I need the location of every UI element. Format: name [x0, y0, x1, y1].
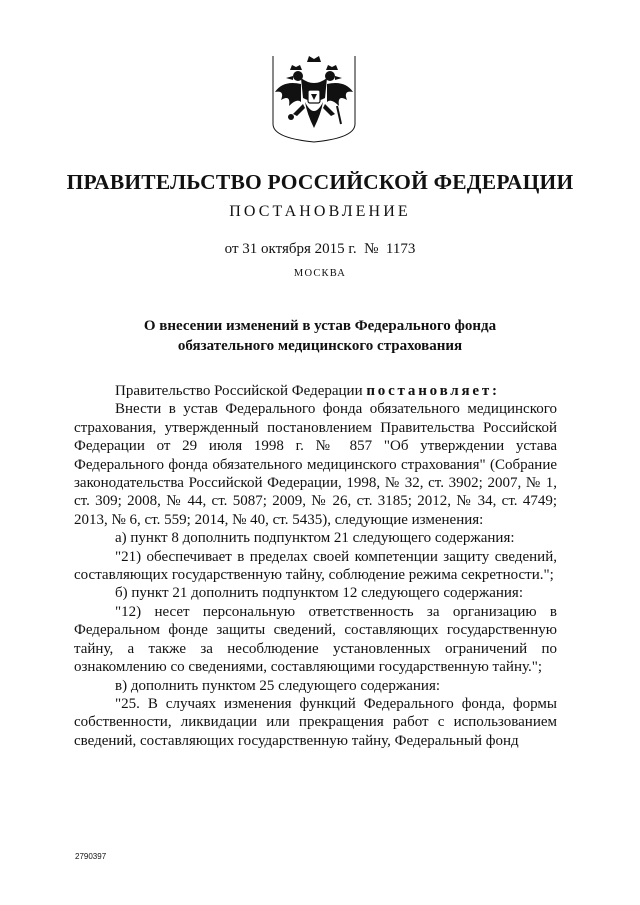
- paragraph-main: Внести в устав Федерального фонда обязательного медицинского страхования, утвержденный постановлением Правительства Российской Федерации от 29 июля 1998 г. № 857 "Об утверждении устава Федерального фонда обязательного медицинского страхования" (Собрание законодательства Российской Федерации, 1998, № 32, ст. 3902; 2007, № 1, ст. 309; 2008, № 44, ст. 5087; 2009, № 26, ст. 3185; 2012, № 34, ст. 4749; 2013, № 6, ст. 559; 2014, № 40, ст. 5435), следующие изменения:: [74, 401, 557, 528]
- coat-of-arms-icon: [271, 54, 357, 144]
- intro-paragraph: [74, 382, 557, 400]
- title-line-2: обязательного медицинского страхования: [177, 338, 463, 354]
- document-code: 2790397: [75, 852, 107, 861]
- document-body: [74, 382, 557, 750]
- government-name: ПРАВИТЕЛЬСТВО РОССИЙСКОЙ ФЕДЕРАЦИИ: [66, 170, 574, 194]
- paragraph-c: в) дополнить пунктом 25 следующего содержания:: [115, 677, 441, 694]
- intro-decree-word: постановляет:: [366, 383, 500, 399]
- document-title: [0, 316, 640, 356]
- paragraph-c-text: "25. В случаях изменения функций Федерального фонда, формы собственности, ликвидации или прекращения работ с использованием сведений, составляющих государственную тайну, Федеральный фонд: [74, 695, 557, 749]
- intro-prefix: Правительство Российской Федерации: [115, 383, 367, 399]
- document-type: ПОСТАНОВЛЕНИЕ: [229, 203, 411, 220]
- paragraph-b: б) пункт 21 дополнить подпунктом 12 следующего содержания:: [115, 585, 523, 602]
- document-city: МОСКВА: [293, 268, 347, 279]
- paragraph-a-text: "21) обеспечивает в пределах своей компетенции защиту сведений, составляющих государственную тайну, соблюдение режима секретности.";: [74, 548, 557, 584]
- paragraph-b-text: "12) несет персональную ответственность за организацию в Федеральном фонде защиты сведений, составляющих государственную тайну, а также за несоблюдение установленных ограничений по ознакомлению со сведениями, составляющими государственную тайну.";: [74, 603, 557, 676]
- paragraph-a: а) пункт 8 дополнить подпунктом 21 следующего содержания:: [115, 530, 515, 547]
- title-line-1: О внесении изменений в устав Федерального фонда: [143, 318, 497, 334]
- document-date-number: от 31 октября 2015 г. № 1173: [224, 241, 416, 257]
